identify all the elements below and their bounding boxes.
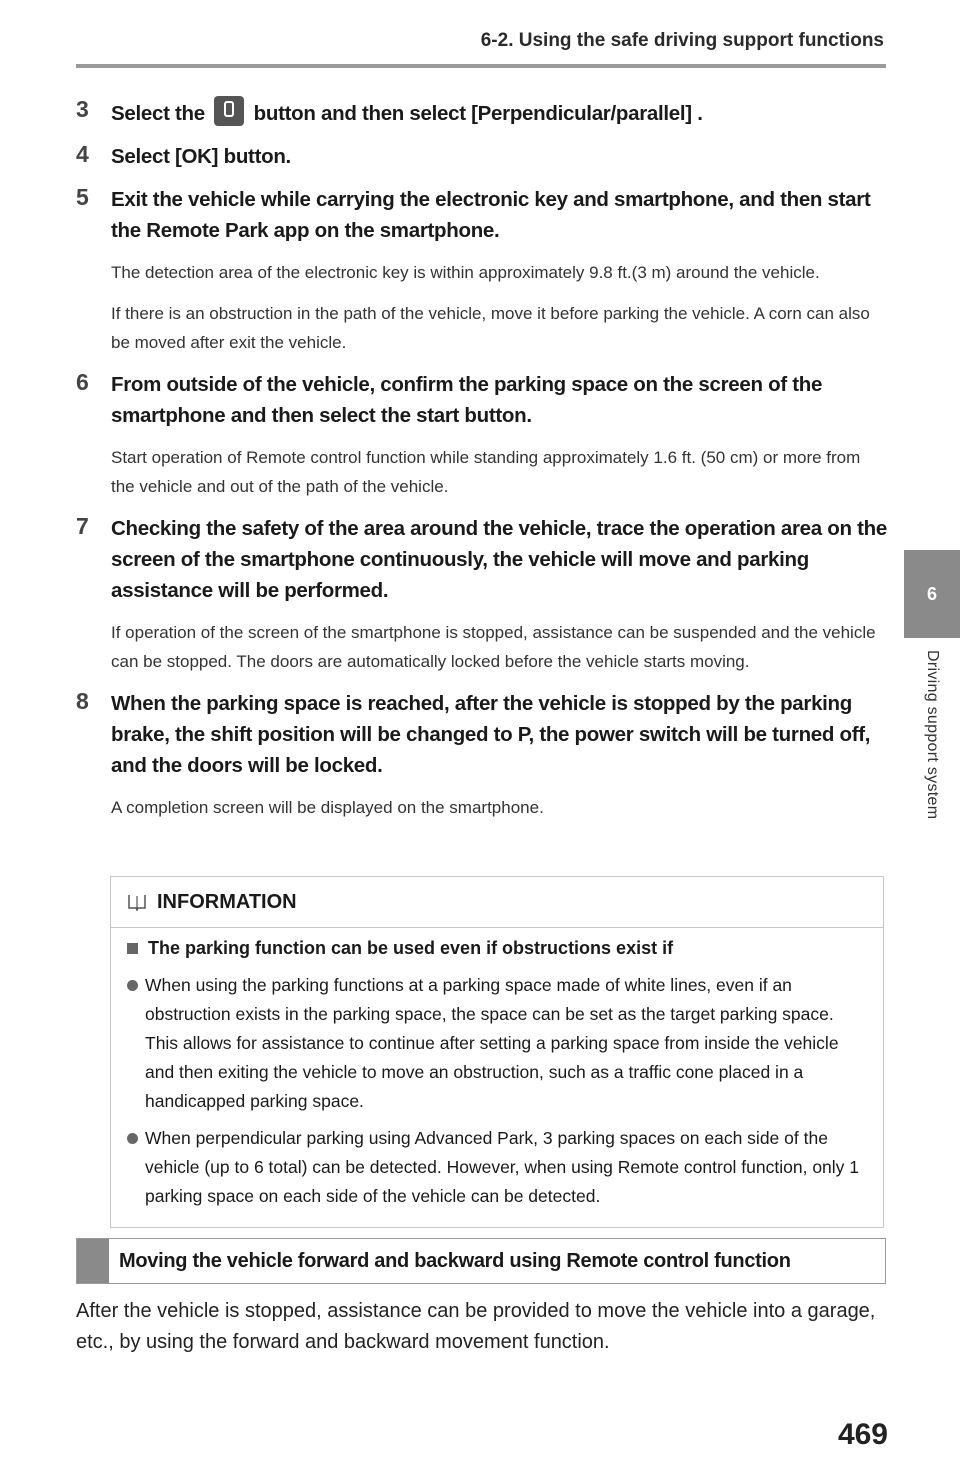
step-text: Checking the safety of the area around the vehicle, trace the operation area on the screen of the smartphone continuously, the vehicle will move and parking assistance will be performed. [111, 517, 887, 602]
steps-content [76, 96, 888, 834]
step-8 [76, 688, 888, 822]
step-text-part: Select the [111, 102, 205, 125]
smartphone-button-icon [214, 96, 244, 126]
step-number: 6 [76, 369, 89, 395]
step-text: Select [OK] button. [111, 145, 291, 168]
chapter-tab: 6 [904, 550, 960, 638]
information-header [111, 877, 883, 928]
step-6 [76, 369, 888, 501]
step-text-part: button and then select [Perpendicular/parallel] . [253, 102, 703, 125]
step-3 [76, 96, 888, 129]
step-4 [76, 141, 888, 172]
step-note: If there is an obstruction in the path of the vehicle, move it before parking the vehicle. A corn can also be moved after exit the vehicle. [111, 304, 870, 352]
step-note: The detection area of the electronic key is within approximately 9.8 ft.(3 m) around the vehicle. [111, 263, 820, 282]
page-number: 469 [837, 1418, 888, 1451]
information-subheading [127, 938, 867, 959]
step-text: From outside of the vehicle, confirm the parking space on the screen of the smartphone and then select the start button. [111, 373, 823, 427]
section-title: Moving the vehicle forward and backward using Remote control function [119, 1249, 791, 1272]
square-bullet-icon [127, 943, 138, 954]
step-7 [76, 513, 888, 676]
running-header: 6-2. Using the safe driving support functions [480, 30, 884, 51]
header-rule [76, 64, 886, 68]
info-bullet: When perpendicular parking using Advanced Park, 3 parking spaces on each side of the vehicle (up to 6 total) can be detected. However, when using Remote control function, only 1 parking space on each side of the vehicle can be detected. [127, 1124, 867, 1211]
section-tab [77, 1239, 109, 1283]
step-number: 8 [76, 688, 89, 714]
chapter-label: Driving support system [924, 650, 941, 820]
information-box [110, 876, 884, 1228]
information-title: INFORMATION [157, 890, 297, 913]
step-note: If operation of the screen of the smartphone is stopped, assistance can be suspended and the vehicle can be stopped. The doors are automatically locked before the vehicle starts moving. [111, 623, 876, 671]
step-note: Start operation of Remote control function while standing approximately 1.6 ft. (50 cm) or more from the vehicle and out of the path of the vehicle. [111, 448, 861, 496]
step-text: Exit the vehicle while carrying the electronic key and smartphone, and then start the Remote Park app on the smartphone. [111, 188, 871, 242]
subheading-text: The parking function can be used even if obstructions exist if [148, 938, 674, 958]
step-number: 3 [76, 96, 89, 122]
step-number: 7 [76, 513, 89, 539]
step-number: 4 [76, 141, 89, 167]
info-bullet: When using the parking functions at a parking space made of white lines, even if an obstruction exists in the parking space, the space can be set as the target parking space. This allows for assistance to continue after setting a parking space from inside the vehicle and then exiting the vehicle to move an obstruction, such as a traffic cone placed in a handicapped parking space. [127, 971, 867, 1116]
step-5 [76, 184, 888, 357]
section-body: After the vehicle is stopped, assistance can be provided to move the vehicle into a garage, etc., by using the forward and backward movement function. [76, 1300, 876, 1353]
step-number: 5 [76, 184, 89, 210]
book-icon [127, 893, 147, 911]
step-note: A completion screen will be displayed on the smartphone. [111, 798, 544, 817]
step-text: When the parking space is reached, after the vehicle is stopped by the parking brake, the shift position will be changed to P, the power switch will be turned off, and the doors will be locked. [111, 692, 871, 777]
section-heading [76, 1238, 886, 1284]
